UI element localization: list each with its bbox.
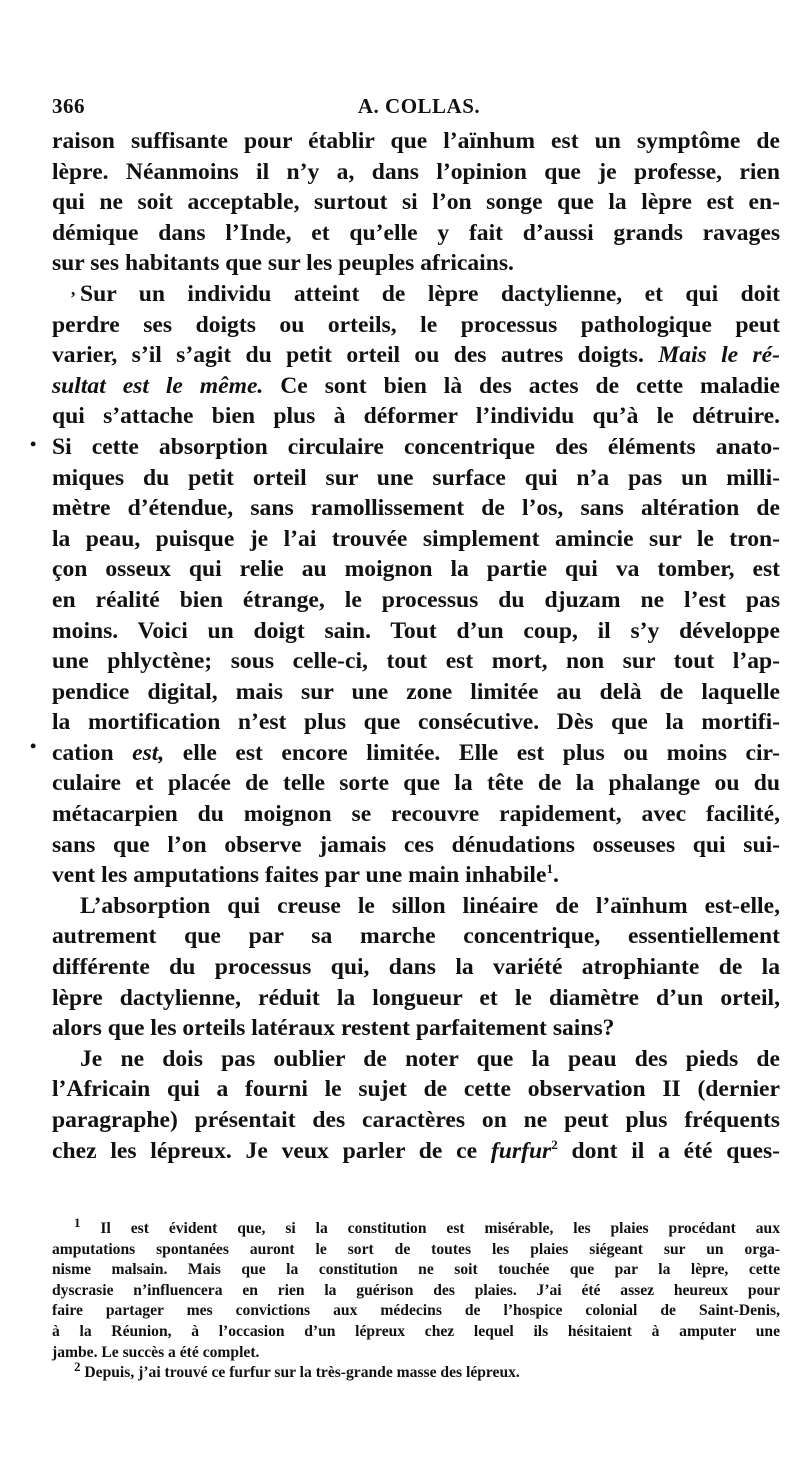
text-line: démique dans l’Inde, et qu’elle y fait d’aussi grands ravages bbox=[52, 219, 780, 246]
text-line: vent les amputations faites par une main inhabile$^1$. bbox=[52, 861, 559, 889]
text-line: alors que les orteils latéraux restent parfaitement sains? bbox=[52, 1015, 615, 1042]
footnote-line: amputations spontanées auront le sort de toutes les plaies siégeant sur un orga- bbox=[52, 1240, 780, 1258]
footnote-ref[interactable]: 1 bbox=[546, 861, 553, 877]
text-line: perdre ses doigts ou orteils, le processus pathologique peut bbox=[52, 311, 780, 338]
italic-text: furfur bbox=[490, 1137, 552, 1164]
text-line: Sur un individu atteint de lèpre dactylienne, et qui doit bbox=[80, 280, 780, 307]
text-line: mètre d’étendue, sans ramollissement de l’os, sans altération de bbox=[52, 495, 780, 522]
text-line: L’absorption qui creuse le sillon linéaire de l’aïnhum est-elle, bbox=[80, 892, 780, 919]
text-line: l’Africain qui a fourni le sujet de cette observation II (dernier bbox=[52, 1076, 780, 1103]
text-line: métacarpien du moignon se recouvre rapidement, avec facilité, bbox=[52, 801, 780, 828]
text-line: la peau, puisque je l’ai trouvée simplement amincie sur le tron- bbox=[52, 525, 780, 552]
text-line: pendice digital, mais sur une zone limitée au delà de laquelle bbox=[52, 678, 780, 705]
italic-text: Mais le ré- bbox=[658, 342, 780, 369]
text-line: miques du petit orteil sur une surface qui n’a pas un milli- bbox=[52, 464, 780, 491]
italic-text: est, bbox=[132, 739, 165, 766]
text-line: çon osseux qui relie au moignon la partie qui va tomber, est bbox=[52, 556, 780, 583]
text-line: différente du processus qui, dans la variété atrophiante de la bbox=[52, 954, 780, 981]
page-number: 366 bbox=[52, 94, 85, 118]
footnote-line: jambe. Le succès a été complet. bbox=[52, 1343, 260, 1361]
text-line: lèpre. Néanmoins il n’y a, dans l’opinion que je professe, rien bbox=[52, 158, 780, 185]
text-line: raison suffisante pour établir que l’aïnhum est un symptôme de bbox=[52, 128, 780, 154]
margin-mark: ’ bbox=[70, 288, 76, 308]
text-line: qui s’attache bien plus à déformer l’individu qu’à le détruire. bbox=[52, 403, 780, 430]
text-line: varier, s’il s’agit du petit orteil ou des autres doigts. Mais le ré- bbox=[52, 342, 780, 369]
text-line: cation est, elle est encore limitée. Elle est plus ou moins cir- bbox=[52, 739, 780, 766]
text-line: lèpre dactylienne, réduit la longueur et le diamètre d’un orteil, bbox=[52, 984, 780, 1011]
footnote-ref[interactable]: 2 bbox=[551, 1136, 558, 1152]
footnote-line: $^2$ Depuis, j’ai trouvé ce furfur sur la très-grande masse des lépreux. bbox=[74, 1358, 520, 1382]
margin-mark: • bbox=[30, 736, 37, 756]
text-line: en réalité bien étrange, le processus du djuzam ne l’est pas bbox=[52, 586, 780, 613]
footnotes bbox=[52, 1214, 781, 1384]
page-header bbox=[52, 94, 776, 122]
text-line: une phlyctène; sous celle-ci, tout est mort, non sur tout l’ap- bbox=[52, 648, 780, 675]
running-title: A. COLLAS. bbox=[357, 94, 481, 118]
footnote-line: $^1$ Il est évident que, si la constitution est misérable, les plaies procédant aux bbox=[74, 1214, 781, 1237]
footnote-line: nisme malsain. Mais que la constitution ne soit touchée que par la lèpre, cette bbox=[52, 1261, 780, 1279]
text-line: Si cette absorption circulaire concentrique des éléments anato- bbox=[52, 433, 780, 460]
text-line: culaire et placée de telle sorte que la tête de la phalange ou du bbox=[52, 770, 780, 797]
text-line: Je ne dois pas oublier de noter que la peau des pieds de bbox=[80, 1045, 780, 1072]
footnote-marker: 2 bbox=[74, 1358, 81, 1374]
text-line: autrement que par sa marche concentrique, essentiellement bbox=[52, 923, 780, 950]
text-line: sans que l’on observe jamais ces dénudations osseuses qui sui- bbox=[52, 831, 780, 858]
footnote-marker: 1 bbox=[74, 1214, 81, 1230]
text-line: sur ses habitants que sur les peuples africains. bbox=[52, 250, 514, 277]
footnote-line: faire partager mes convictions aux médecins de l’hospice colonial de Saint-Denis, bbox=[52, 1302, 780, 1320]
italic-text: sultat est le même. bbox=[52, 372, 264, 399]
text-line: chez les lépreux. Je veux parler de ce furfur$^2$ dont il a été ques- bbox=[52, 1136, 780, 1164]
margin-mark: • bbox=[30, 434, 37, 454]
body-text bbox=[52, 126, 780, 1166]
text-line: moins. Voici un doigt sain. Tout d’un coup, il s’y développe bbox=[52, 617, 780, 644]
footnote-line: dyscrasie n’influencera en rien la guérison des plaies. J’ai été assez heureux pour bbox=[52, 1281, 780, 1299]
footnote-line: à la Réunion, à l’occasion d’un lépreux chez lequel ils hésitaient à amputer une bbox=[52, 1322, 780, 1340]
text-line: paragraphe) présentait des caractères on ne peut plus fréquents bbox=[52, 1107, 780, 1133]
text-line: la mortification n’est plus que consécutive. Dès que la mortifi- bbox=[52, 709, 780, 736]
text-line: sultat est le même. Ce sont bien là des actes de cette maladie bbox=[52, 372, 780, 399]
text-line: qui ne soit acceptable, surtout si l’on songe que la lèpre est en- bbox=[52, 189, 780, 216]
